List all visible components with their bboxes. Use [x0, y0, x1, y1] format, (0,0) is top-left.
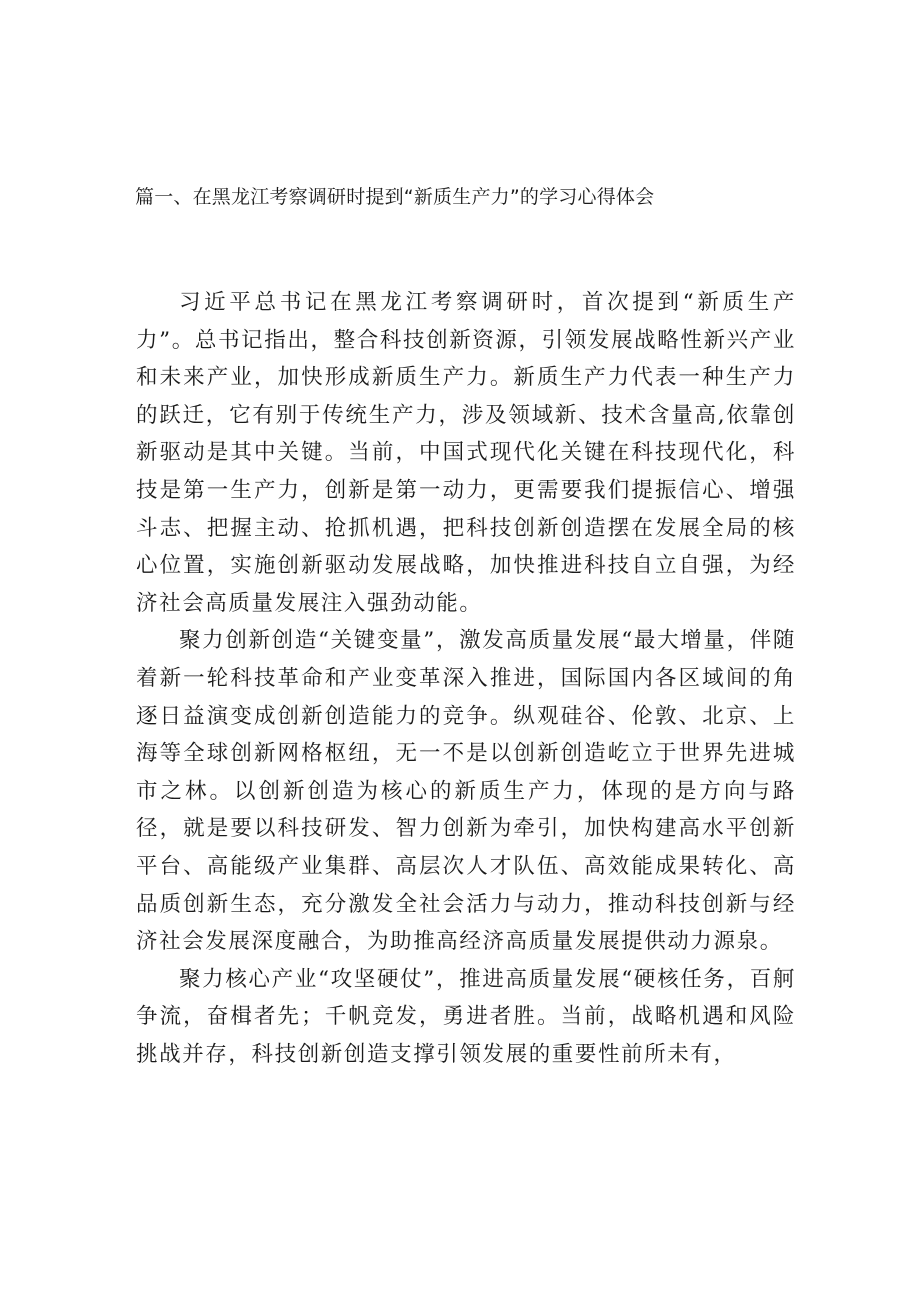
- document-title: 篇一、在黑龙江考察调研时提到“新质生产力”的学习心得体会: [135, 186, 655, 208]
- paragraph-3: 聚力核心产业“攻坚硬仗”，推进高质量发展“硬核任务，百舸争流，奋楫者先；千帆竞发，勇进者胜。当前，战略机遇和风险挑战并存，科技创新创造支撑引领发展的重要性前所未有，: [136, 966, 796, 1067]
- document-body: [136, 284, 796, 1073]
- paragraph-2: 聚力创新创造“关键变量”，激发高质量发展“最大增量，伴随着新一轮科技革命和产业变革深入推进，国际国内各区域间的角逐日益演变成创新创造能力的竞争。纵观硅谷、伦敦、北京、上海等全球创新网格枢纽，无一不是以创新创造屹立于世界先进城市之林。以创新创造为核心的新质生产力，体现的是方向与路径，就是要以科技研发、智力创新为牵引，加快构建高水平创新平台、高能级产业集群、高层次人才队伍、高效能成果转化、高品质创新生态，充分激发全社会活力与动力，推动科技创新与经济社会发展深度融合，为助推高经济高质量发展提供动力源泉。: [136, 628, 796, 955]
- paragraph-1: 习近平总书记在黑龙江考察调研时，首次提到“新质生产力”。总书记指出，整合科技创新资源，引领发展战略性新兴产业和未来产业，加快形成新质生产力。新质生产力代表一种生产力的跃迁，它有别于传统生产力，涉及领域新、技术含量高,依靠创新驱动是其中关键。当前，中国式现代化关键在科技现代化，科技是第一生产力，创新是第一动力，更需要我们提振信心、增强斗志、把握主动、抢抓机遇，把科技创新创造摆在发展全局的核心位置，实施创新驱动发展战略，加快推进科技自立自强，为经济社会高质量发展注入强劲动能。: [136, 290, 796, 616]
